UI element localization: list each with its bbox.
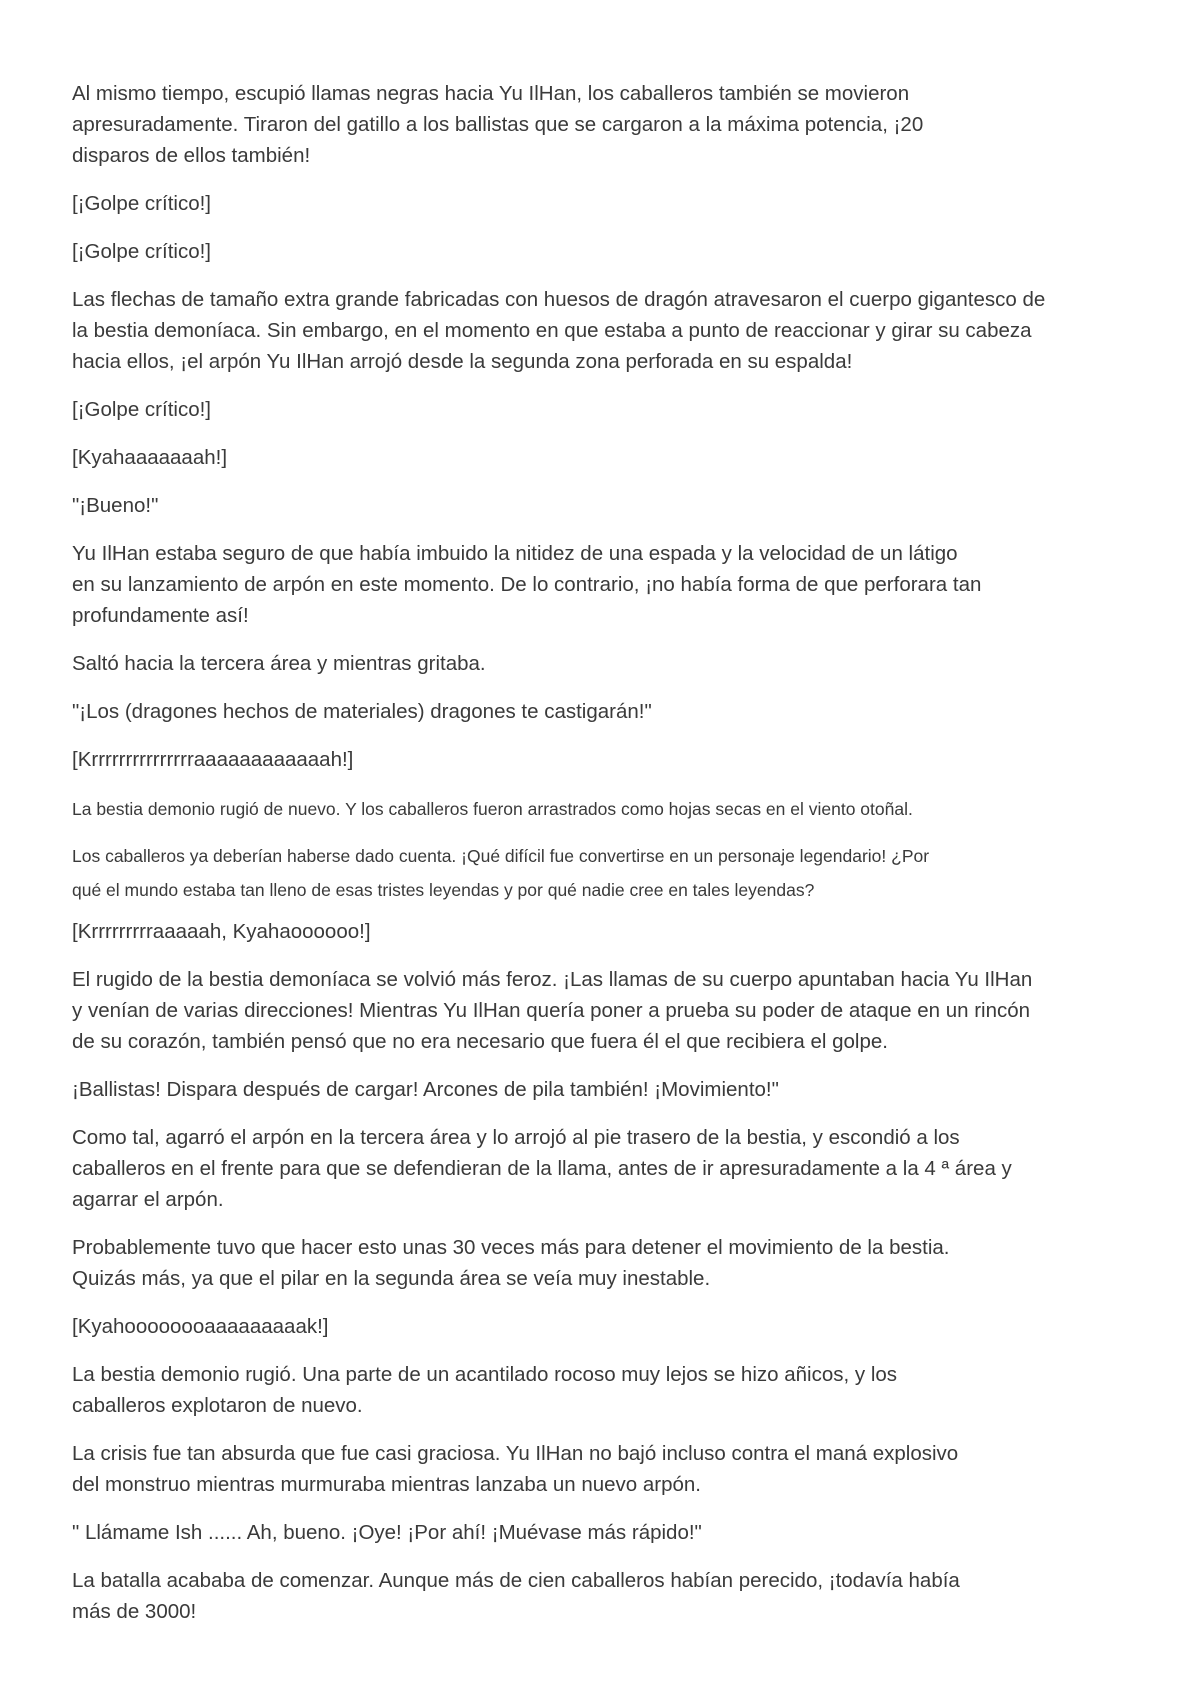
paragraph: [72, 1565, 1118, 1627]
text-line: profundamente así!: [72, 604, 249, 627]
text-line: Al mismo tiempo, escupió llamas negras hacia Yu IlHan, los caballeros también se movieron: [72, 82, 910, 105]
text-line: [¡Golpe crítico!]: [72, 398, 211, 421]
paragraph: [72, 916, 1118, 947]
paragraph: [72, 442, 1118, 473]
text-line: [¡Golpe crítico!]: [72, 240, 211, 263]
text-line: [Krrrrrrrrrrrrrrraaaaaaaaaaaah!]: [72, 748, 354, 771]
text-line: qué el mundo estaba tan lleno de esas tristes leyendas y por qué nadie cree en tales leyendas?: [72, 880, 815, 900]
text-line: "¡Los (dragones hechos de materiales) dragones te castigarán!": [72, 700, 652, 723]
text-line: Quizás más, ya que el pilar en la segunda área se veía muy inestable.: [72, 1267, 711, 1290]
text-line: Los caballeros ya deberían haberse dado cuenta. ¡Qué difícil fue convertirse en un personaje legendario! ¿Por: [72, 846, 930, 866]
paragraph: [72, 1232, 1118, 1294]
text-line: La bestia demonio rugió. Una parte de un acantilado rocoso muy lejos se hizo añicos, y los: [72, 1363, 898, 1386]
text-line: caballeros explotaron de nuevo.: [72, 1394, 363, 1417]
paragraph: [72, 744, 1118, 775]
text-line: ¡Ballistas! Dispara después de cargar! Arcones de pila también! ¡Movimiento!": [72, 1078, 779, 1101]
paragraph: [72, 1311, 1118, 1342]
paragraph: [72, 1517, 1118, 1548]
paragraph: [72, 839, 1118, 907]
text-line: [Krrrrrrrrraaaaah, Kyahaoooooo!]: [72, 920, 371, 943]
paragraph: [72, 236, 1118, 267]
text-line: Saltó hacia la tercera área y mientras gritaba.: [72, 652, 486, 675]
text-line: más de 3000!: [72, 1600, 197, 1623]
text-line: La bestia demonio rugió de nuevo. Y los caballeros fueron arrastrados como hojas secas en el viento otoñal.: [72, 799, 913, 819]
text-line: caballeros en el frente para que se defendieran de la llama, antes de ir apresuradamente a la 4 ª área y: [72, 1157, 1012, 1180]
text-line: El rugido de la bestia demoníaca se volvió más feroz. ¡Las llamas de su cuerpo apuntaban hacia Yu IlHan: [72, 968, 1033, 991]
text-line: Las flechas de tamaño extra grande fabricadas con huesos de dragón atravesaron el cuerpo gigantesco de: [72, 288, 1046, 311]
paragraph: [72, 1438, 1118, 1500]
paragraph: [72, 78, 1118, 171]
text-line: Como tal, agarró el arpón en la tercera área y lo arrojó al pie trasero de la bestia, y escondió a los: [72, 1126, 960, 1149]
paragraph: [72, 394, 1118, 425]
text-line: en su lanzamiento de arpón en este momento. De lo contrario, ¡no había forma de que perforara tan: [72, 573, 982, 596]
paragraph: [72, 1359, 1118, 1421]
text-line: de su corazón, también pensó que no era necesario que fuera él el que recibiera el golpe.: [72, 1030, 888, 1053]
text-line: del monstruo mientras murmuraba mientras lanzaba un nuevo arpón.: [72, 1473, 701, 1496]
text-line: [Kyahaaaaaaah!]: [72, 446, 228, 469]
text-line: la bestia demoníaca. Sin embargo, en el momento en que estaba a punto de reaccionar y girar su cabeza: [72, 319, 1032, 342]
paragraph: [72, 538, 1118, 631]
paragraph: [72, 284, 1118, 377]
text-line: La crisis fue tan absurda que fue casi graciosa. Yu IlHan no bajó incluso contra el maná explosivo: [72, 1442, 959, 1465]
paragraph: [72, 188, 1118, 219]
text-line: "¡Bueno!": [72, 494, 159, 517]
paragraph: [72, 1074, 1118, 1105]
document-body: [72, 78, 1118, 1627]
text-line: [¡Golpe crítico!]: [72, 192, 211, 215]
text-line: Probablemente tuvo que hacer esto unas 30 veces más para detener el movimiento de la bestia.: [72, 1236, 950, 1259]
text-line: " Llámame Ish ...... Ah, bueno. ¡Oye! ¡Por ahí! ¡Muévase más rápido!": [72, 1521, 702, 1544]
paragraph: [72, 648, 1118, 679]
text-line: [Kyahoooooooaaaaaaaaak!]: [72, 1315, 329, 1338]
text-line: y venían de varias direcciones! Mientras Yu IlHan quería poner a prueba su poder de ataque en un rincón: [72, 999, 1031, 1022]
text-line: hacia ellos, ¡el arpón Yu IlHan arrojó desde la segunda zona perforada en su espalda!: [72, 350, 853, 373]
paragraph: [72, 1122, 1118, 1215]
text-line: apresuradamente. Tiraron del gatillo a los ballistas que se cargaron a la máxima potencia, ¡20: [72, 113, 924, 136]
paragraph: [72, 964, 1118, 1057]
paragraph: [72, 696, 1118, 727]
paragraph: [72, 490, 1118, 521]
text-line: Yu IlHan estaba seguro de que había imbuido la nitidez de una espada y la velocidad de un látigo: [72, 542, 958, 565]
paragraph: [72, 792, 1118, 826]
text-line: agarrar el arpón.: [72, 1188, 224, 1211]
text-line: La batalla acababa de comenzar. Aunque más de cien caballeros habían perecido, ¡todavía había: [72, 1569, 960, 1592]
text-line: disparos de ellos también!: [72, 144, 311, 167]
